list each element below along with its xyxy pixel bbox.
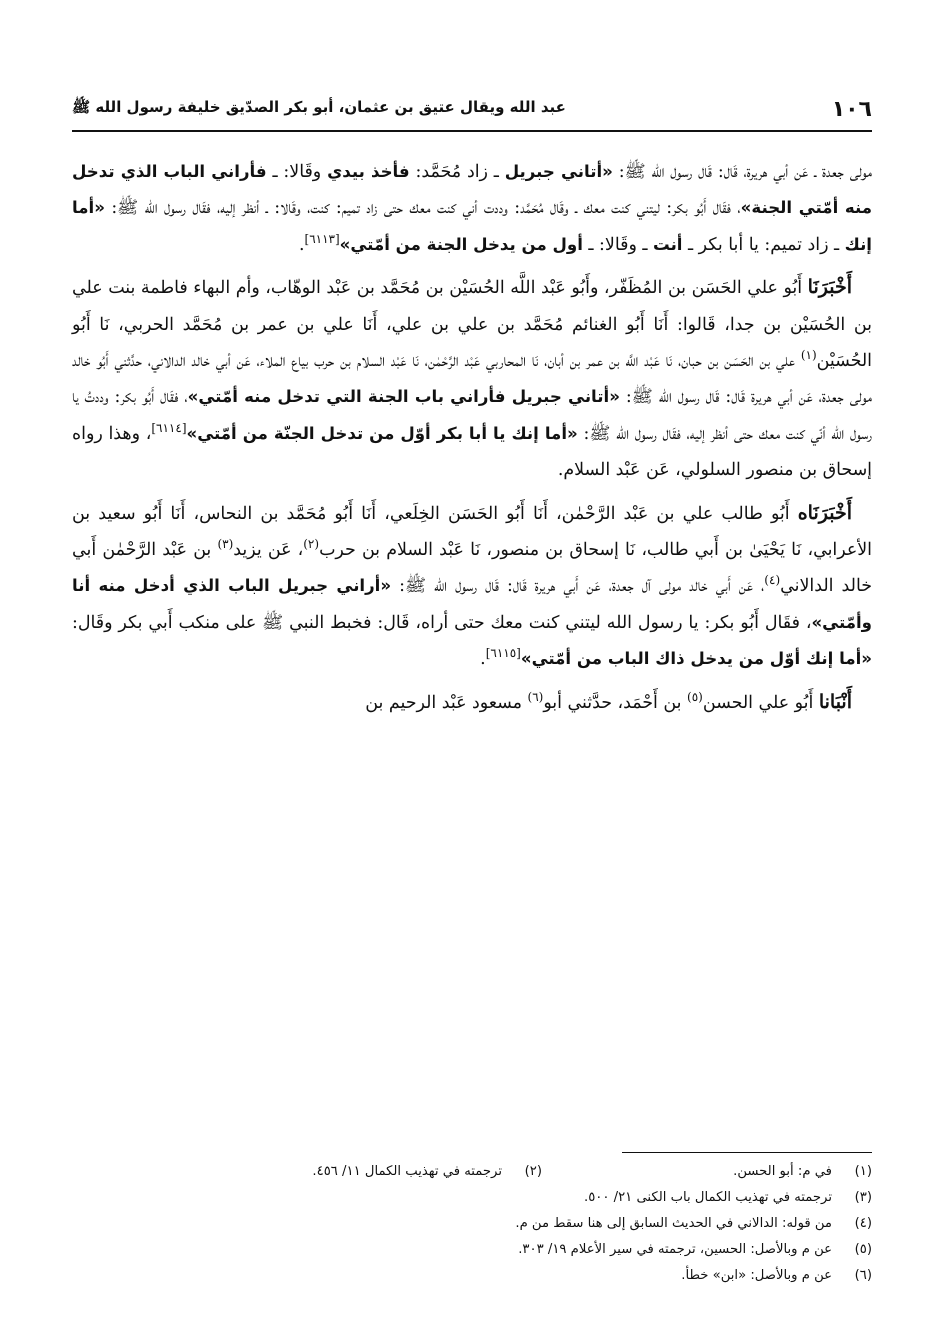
footnote-6	[72, 1263, 872, 1289]
footnote-text: ترجمته في تهذيب الكمال ١١/ ٤٥٦.	[312, 1164, 502, 1179]
hadith-number: [٦١١٤]	[151, 421, 187, 436]
footnote-marker: (٤)	[764, 573, 781, 588]
hadith-quote: «أتاني جبريل	[504, 162, 613, 181]
footnote-3	[72, 1185, 872, 1211]
page	[72, 92, 872, 1317]
running-head	[72, 92, 872, 132]
footnote-marker: (٢)	[303, 537, 320, 552]
footnote-text: عن م وبالأصل: الحسين، ترجمته في سير الأعلام ١٩/ ٣٠٣.	[518, 1242, 832, 1257]
hadith-quote: «أتاني جبريل فأراني باب الجنة التي تدخل منه أمّتي»	[187, 387, 620, 407]
text-segment: بن عَبْد الرَّحْمٰن أَبي خالد الدالاني	[72, 540, 872, 597]
footnote-text: من قوله: الدالاني في الحديث السابق إلى هنا سقط من م.	[515, 1216, 832, 1231]
footnote-number: (٤)	[854, 1216, 872, 1231]
hadith-quote: «أما إنك	[72, 198, 872, 254]
footnote-number: (٢)	[524, 1164, 542, 1179]
hadith-number: [٦١١٣]	[304, 232, 340, 247]
footnote-marker: (٣)	[217, 537, 234, 552]
hadith-quote: «أما إنك أوّل من يدخل ذاك الباب من أمّتي»	[520, 649, 872, 669]
text-segment: ، عَن أَبي خالد مولى آل جعدة، عَن أَبي هريرة قَال: قَال رسول الله ﷺ:	[391, 576, 765, 597]
footnote-number: (١)	[854, 1164, 872, 1179]
running-title: عبد الله ويقال عتيق بن عثمان، أبو بكر الصدّيق خليفة رسول الله ﷺ	[72, 98, 566, 116]
footnote-number: (٥)	[854, 1242, 872, 1257]
paragraph-2	[72, 269, 872, 488]
text-segment: .	[298, 234, 305, 255]
text-segment: ، فقَال أَبُو بكر: وددتُ يا رسول الله أنّي كنت معك حتى أنظر إليه، فقَال رسول الله ﷺ:	[72, 387, 873, 444]
hadith-quote: «أراني جبريل الباب الذي أدخل منه أنا وأمّتي»	[72, 576, 872, 632]
hadith-quote: أول من يدخل الجنة من أمّتي»	[339, 234, 583, 254]
paragraph-4	[72, 684, 872, 721]
text-segment: علي بن الحَسَن بن حبان، نَا عَبْد اللَّه بن عمر بن أبان، نَا المحاربي عَبْد الرَّحْمٰن، نَا عَبْد السلام بن حرب بياع الملاء، عَن أبي خالد الدالاني، حدَّثني أَبُو خالد مولى جعدة، عَن أبي هريرة قَال: قَال رسول الله ﷺ:	[72, 351, 872, 408]
text-segment: أَبُو علي الحسن	[702, 692, 819, 713]
text-segment: بن أَحْمَد، حدَّثني أبو	[543, 692, 688, 713]
footnote-number: (٦)	[854, 1268, 872, 1283]
footnote-marker: (٦)	[527, 689, 544, 704]
footnote-4	[72, 1211, 872, 1237]
hadith-quote: فأخذ بيدي	[327, 162, 410, 181]
text-segment: ، عَن يزيد	[233, 540, 304, 561]
paragraph-3	[72, 495, 872, 678]
text-segment: مسعود عَبْد الرحيم بن	[365, 692, 528, 713]
page-number: ١٠٦	[831, 96, 872, 122]
footnote-text: ترجمته في تهذيب الكمال باب الكنى ٢١/ ٥٠٠.	[583, 1190, 832, 1205]
paragraph-1	[72, 154, 872, 263]
isnad-lead-word: أَخْبَرَنَاه	[797, 501, 852, 524]
footnote-rule	[622, 1152, 872, 1153]
hadith-quote: فأراني الباب الذي تدخل منه أمّتي الجنة»	[72, 162, 873, 218]
text-segment: ـ وقَالا: ـ	[582, 234, 653, 255]
footnote-text: عن م وبالأصل: «ابن» خطأ.	[681, 1268, 832, 1283]
isnad-lead-word: أَخْبَرَنَا	[807, 276, 852, 299]
footnote-number: (٣)	[854, 1190, 872, 1205]
text-segment: .	[480, 649, 486, 670]
isnad-lead-word: أَنْبَانا	[818, 690, 852, 713]
text-segment: ـ زاد تميم: يا أبا بكر ـ	[682, 234, 845, 255]
footnote-1	[542, 1159, 872, 1185]
footnote-2	[312, 1159, 542, 1185]
footnote-marker: (١)	[800, 348, 817, 363]
footnote-row	[72, 1159, 872, 1185]
main-text	[72, 154, 872, 721]
text-segment: ـ زاد مُحَمَّد:	[409, 162, 505, 182]
hadith-quote: «أما إنك يا أبا بكر أوّل من تدخل الجنّة من أمّتي»	[186, 423, 578, 443]
footnote-marker: (٥)	[687, 689, 703, 704]
hadith-number: [٦١١٥]	[485, 646, 521, 661]
text-segment: ، وهذا رواه إسحاق بن منصور السلولي، عَن عَبْد السلام.	[72, 423, 872, 481]
text-segment: أَبُو طالب علي بن عَبْد الرَّحْمٰن، أَنَا أَبُو الحَسَن الخِلَعي، أَنَا أَبُو مُحَمَّد بن النحاس، أَنَا أَبُو سعيد بن الأعرابي، نَا يَحْيَىٰ بن أَبي طالب، نَا إسحاق بن منصور، نَا عَبْد السلام بن حرب	[72, 503, 872, 561]
text-segment: ، فقَال أَبُو بكر: يا رسول الله ليتني كنت معك حتى أراه، قَال: فخبط النبي ﷺ على منكب أَبي بكر وقَال:	[72, 612, 812, 633]
footnote-text: في م: أبو الحسن.	[733, 1164, 832, 1179]
footnote-5	[72, 1237, 872, 1263]
text-segment: وقَالا: ـ	[266, 162, 328, 182]
text-segment: مولى جعدة ـ عَن أبي هريرة، قَال: قَال رسول الله ﷺ:	[612, 162, 873, 182]
footnotes	[72, 1152, 872, 1289]
text-segment: أَبُو علي الحَسَن بن المُظَفّر، وأَبُو عَبْد اللَّه الحُسَيْن بن مُحَمَّد بن عَبْد الوهّاب، وأم البهاء فاطمة بنت علي بن الحُسَيْن بن جدا، قَالوا: أَنَا أَبُو الغنائم مُحَمَّد بن علي بن علي، أَنَا علي بن عمر بن مُحَمَّد الحربي، نَا أَبُو الحُسَيْن	[72, 278, 873, 372]
text-segment: ، فقَال أَبُو بكر: ليتني كنت معك ـ وقَال مُحَمَّد: وددت أني كنت معك حتى زاد تميم: كنت، وقَالا: ـ أنظر إليه، فقَال رسول الله ﷺ:	[104, 198, 741, 219]
hadith-quote: أنت	[653, 234, 683, 254]
